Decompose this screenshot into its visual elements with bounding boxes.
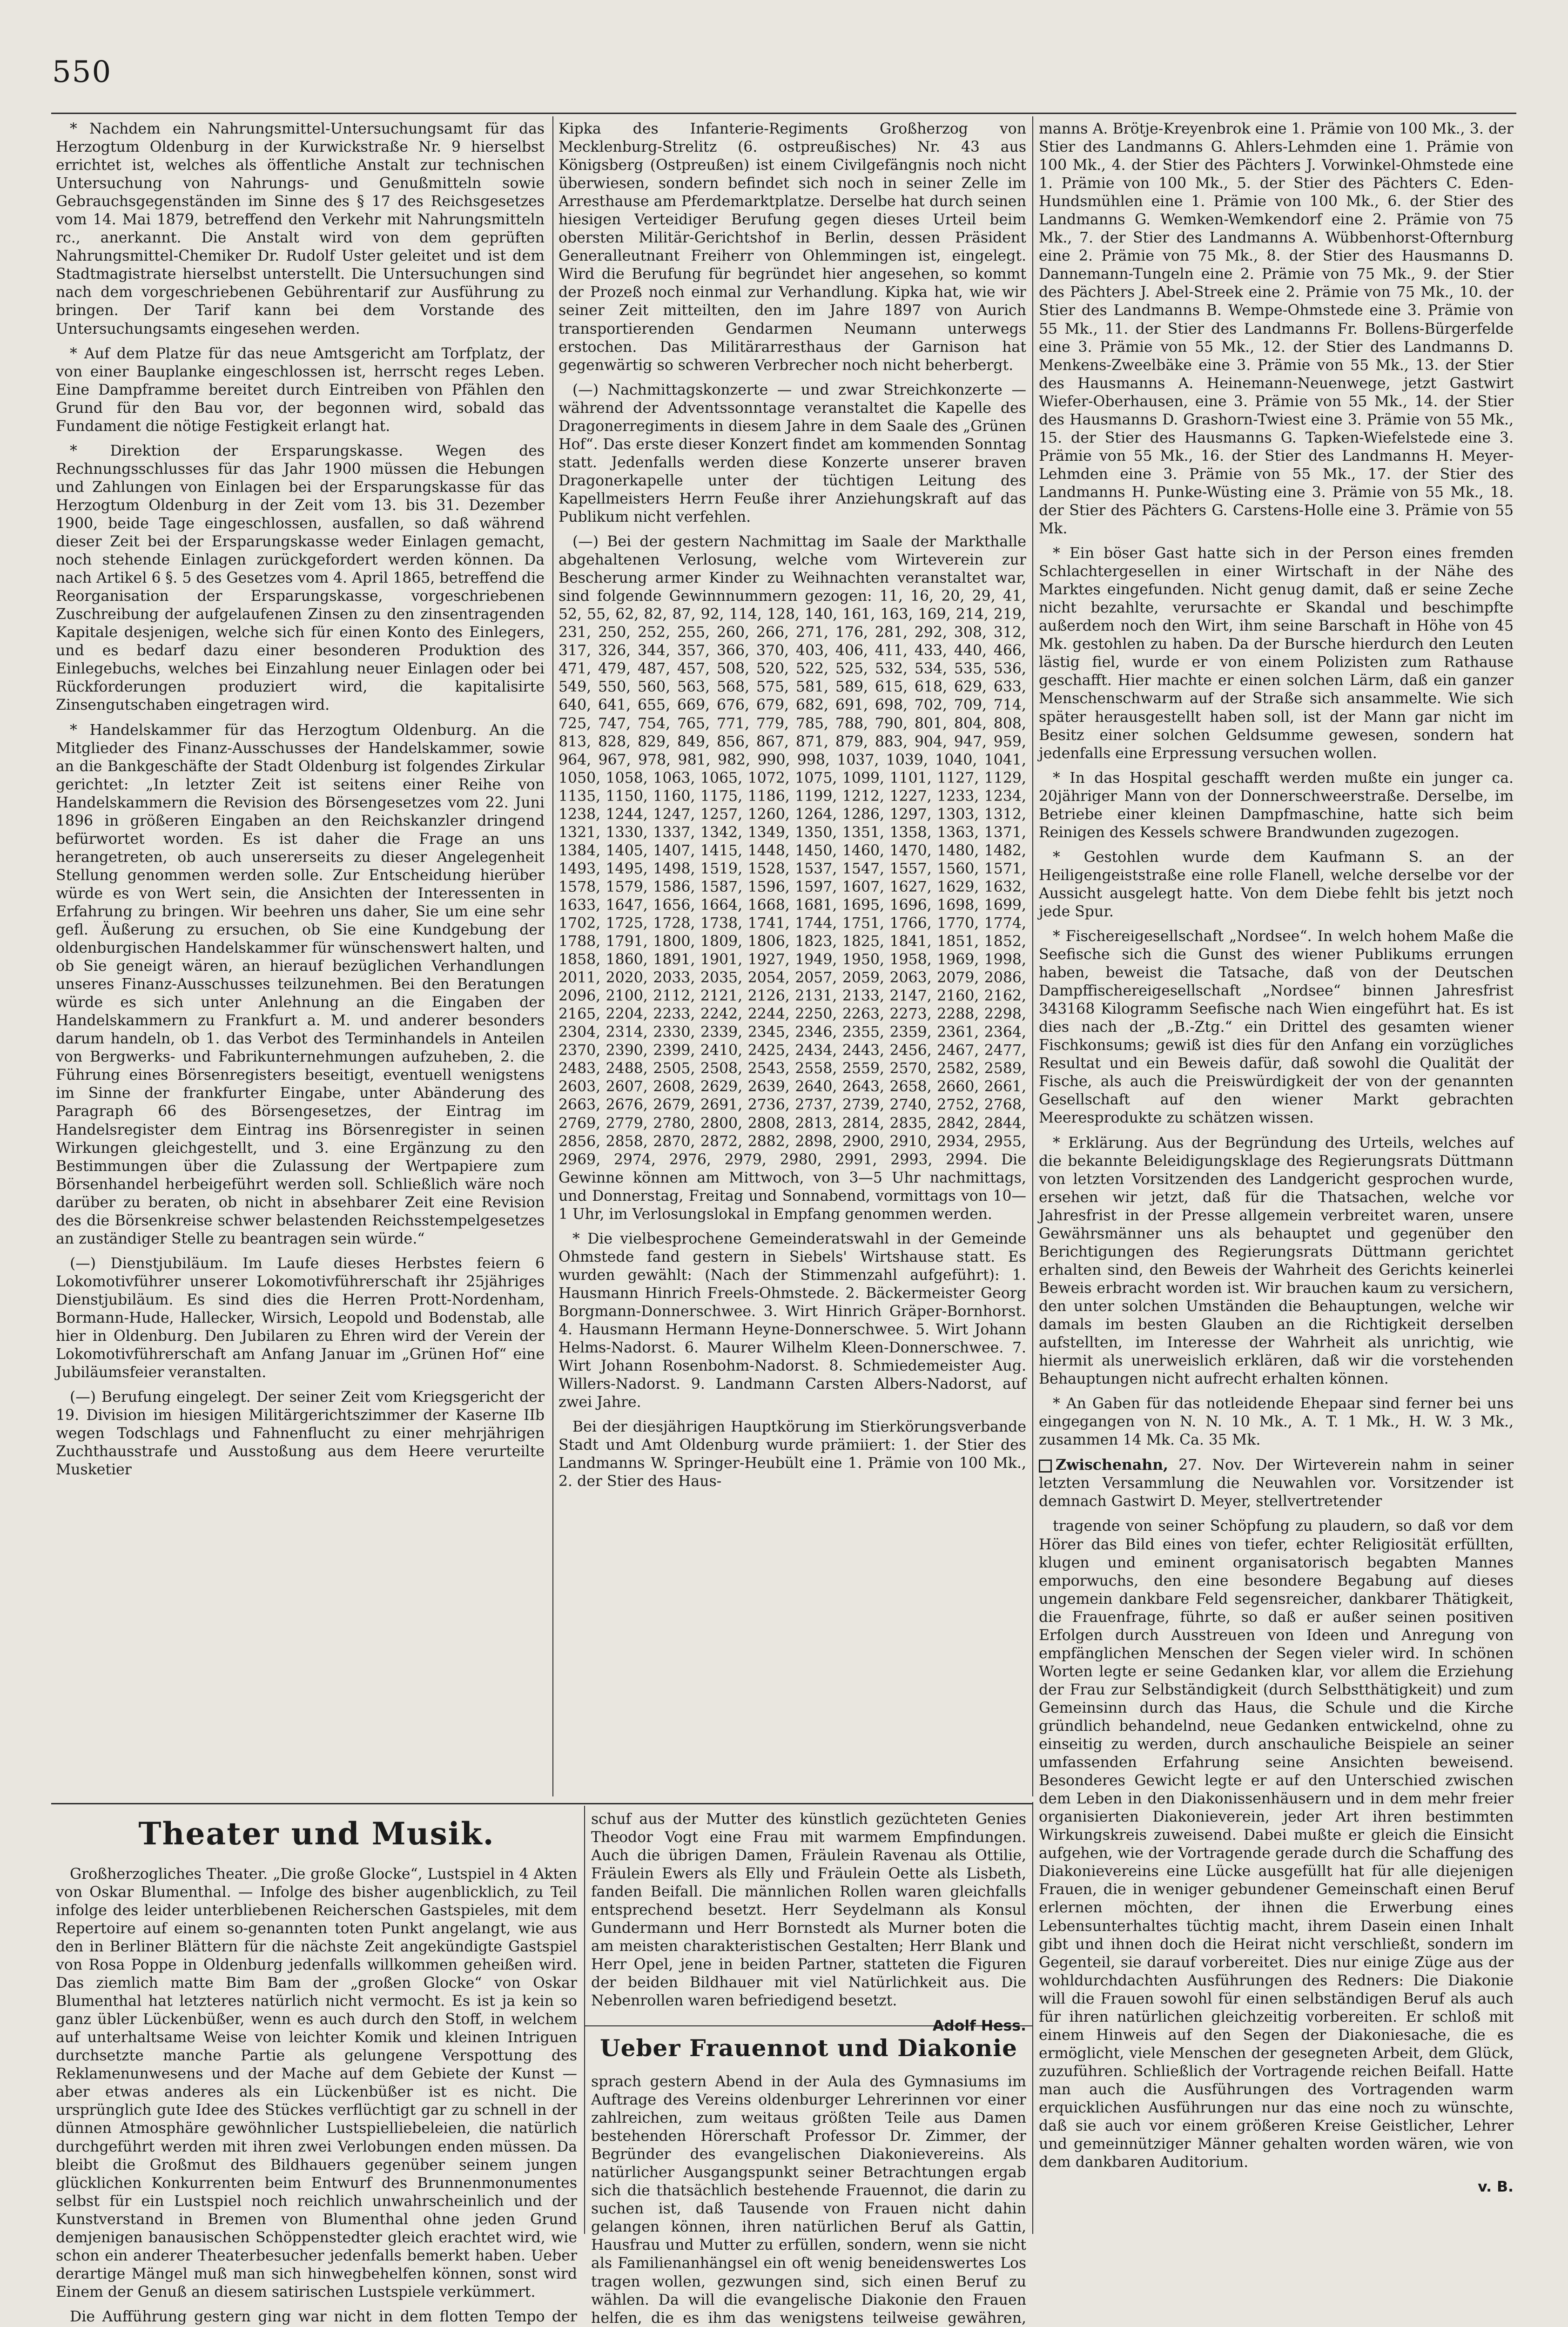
square-icon (1039, 1459, 1052, 1473)
diakonie-article (591, 2030, 1026, 2327)
top-rule (51, 113, 1516, 114)
dateline: Zwischenahn, (1056, 1456, 1169, 1474)
article-untersuchungsamt: * Nachdem ein Nahrungsmittel-Untersuchungsamt für das Herzogtum Oldenburg in der Kurwickstraße Nr. 9 hierselbst errichtet ist, welches als öffentliche Anstalt zur technischen Untersuchung von Nahrungs- und Genußmitteln sowie Gebrauchsgegenständen im Sinne des § 17 des Reichsgesetzes vom 14. Mai 1879, betreffend den Verkehr mit Nahrungsmitteln rc., anerkannt. Die Anstalt wird von dem geprüften Nahrungsmittel-Chemiker Dr. Rudolf Uster geleitet und ist dem Stadtmagistrate hierselbst unterstellt. Die Untersuchungen sind nach dem vorgeschriebenen Gebührentarif zur Ausführung zu bringen. Der Tarif kann bei dem Vorstande des Untersuchungsamts eingesehen werden. (56, 121, 545, 337)
article-fischerei: * Fischereigesellschaft „Nordsee“. In welch hohem Maße die Seefische sich die Gunst des wiener Publikums errungen haben, beweist die Tatsache, daß von der Deutschen Dampffischereigesellschaft „Nordsee“ binnen Jahresfrist 343168 Kilogramm Seefische nach Wien eingeführt hat. Es ist dies nach der „B.-Ztg.“ ein Drittel des gesamten wiener Fischkonsums; gewiß ist dies für den Anfang ein vorzügliches Resultat und ein Beweis dafür, daß sowohl die Qualität der Fische, als auch die Preiswürdigkeit der von der genannten Gesellschaft auf den wiener Markt gebrachten Meeresprodukte zu schätzen wissen. (1039, 928, 1514, 1127)
theater-review-p2: Die Aufführung gestern ging war nicht in dem flotten Tempo der (70, 2308, 577, 2325)
article-handelskammer: * Handelskammer für das Herzogtum Oldenburg. An die Mitglieder des Finanz-Ausschusses der Handelskammer, sowie an die Bankgeschäfte der Stadt Oldenburg ist folgendes Zirkular gerichtet: „In letzter Zeit ist seitens einer Reihe von Handelskammern die Revision des Börsengesetzes vom 22. Juni 1896 in größeren Eingaben an den Reichskanzler dringend befürwortet worden. Es ist daher die Frage an uns herangetreten, ob auch unsererseits zu dieser Angelegenheit Stellung genommen werden solle. Zur Entscheidung hierüber würde es von Wert sein, die Ansichten der Interessenten in Erfahrung zu bringen. Wir beehren uns daher, Sie um eine sehr gefl. Äußerung zu ersuchen, ob Sie eine Kundgebung der oldenburgischen Handelskammer für wünschenswert halten, und ob Sie geneigt wären, an hierauf bezüglichen Verhandlungen unseres Finanz-Ausschusses teilzunehmen. Bei den Beratungen würde es sich unter Anlehnung an die Eingaben der Handelskammern zu Frankfurt a. M. und anderer besonders darum handeln, ob 1. das Verbot des Terminhandels in Anteilen von Bergwerks- und Fabrikunternehmungen aufzuheben, 2. die Führung eines Börsenregisters beseitigt, eventuell wenigstens im Sinne der frankfurter Eingabe, unter Abänderung des Paragraph 66 des Börsengesetzes, der Eintrag im Handelsregister dem Eintrag ins Börsenregister in seinen Wirkungen gleichgestellt, und 3. eine Ergänzung zu den Bestimmungen über die Zulassung der Wertpapiere zum Börsenhandel herbeigeführt werden soll. Schließlich wäre noch darüber zu beraten, ob nicht in absehbarer Zeit eine Revision des die Börsenkreise schwer belastenden Reichsstempelgesetzes an zuständiger Stelle zu beantragen sein würde.“ (56, 721, 545, 1247)
article-amtsgericht: * Auf dem Platze für das neue Amtsgericht am Torfplatz, der von einer Bauplanke eingeschlossen ist, herrscht reges Leben. Eine Dampframme bereitet durch Eintreiben von Pfählen den Grund für den Bau vor, der begonnen wird, sobald das Fundament die nötige Festigkeit erlangt hat. (56, 345, 545, 435)
article-nachmittagskonzerte: (—) Nachmittagskonzerte — und zwar Streichkonzerte — während der Adventssonntage veranstaltet die Kapelle des Dragonerregiments in diesem Jahre in dem Saale des „Grünen Hof“. Das erste dieser Konzert findet am kommenden Sonntag statt. Jedenfalls werden diese Konzerte unserer braven Dragonerkapelle unter der tüchtigen Leitung des Kapellmeisters Herrn Feuße ihrer Anziehungskraft auf das Publikum nicht verfehlen. (559, 381, 1026, 525)
article-zwischenahn (1039, 1456, 1514, 1511)
column-3 (1039, 120, 1514, 2233)
theater-heading: Theater und Musik. (138, 1816, 495, 1852)
column-divider (552, 116, 553, 1796)
theater-review-p3: schuf aus der Mutter des künstlich gezüchteten Genies Theodor Vogt eine Frau mit warmem Empfindungen. Auch die übrigen Damen, Fräulein Ravenau als Ottilie, Fräulein Ewers als Elly und Fräulein Oette als Lisbeth, fanden Beifall. Die männlichen Rollen waren gleichfalls entsprechend besetzt. Herr Seydelmann als Konsul Gundermann und Herr Bornstedt als Murner boten die am meisten charakteristischen Gestalten; Herr Blank und Herr Opel, jene in beiden Partner, statteten die Figuren der beiden Bildhauer mit viel Natürlichkeit aus. Die Nebenrollen waren befriedigend besetzt. (591, 1811, 1026, 2010)
article-gemeinderatswahl: * Die vielbesprochene Gemeinderatswahl in der Gemeinde Ohmstede fand gestern in Siebels' Wirtshause statt. Es wurden gewählt: (Nach der Stimmenzahl aufgeführt): 1. Hausmann Hinrich Freels-Ohmstede. 2. Bäckermeister Georg Borgmann-Donnerschwee. 3. Wirt Hinrich Gräper-Bornhorst. 4. Hausmann Hermann Heyne-Donnerschwee. 5. Wirt Johann Helms-Nadorst. 6. Maurer Wilhelm Kleen-Donnerschwee. 7. Wirt Johann Rosenbohm-Nadorst. 8. Schmiedemeister Aug. Willers-Nadorst. 9. Landmann Carsten Albers-Nadorst, auf zwei Jahre. (559, 1230, 1026, 1411)
diakonie-heading: Ueber Frauennot und Diakonie (600, 2034, 1017, 2062)
page-number: 550 (52, 55, 112, 89)
diakonie-p1: sprach gestern Abend in der Aula des Gymnasiums im Auftrage des Vereins oldenburger Lehrerinnen vor einer zahlreichen, zum weitaus größten Teile aus Damen bestehenden Hörerschaft Professor Dr. Zimmer, der Begründer des evangelischen Diakonievereins. Als natürlicher Ausgangspunkt seiner Betrachtungen ergab sich die thatsächlich bestehende Frauennot, die darin zu suchen ist, daß Tausende von Frauen nicht dahin gelangen können, ihren natürlichen Beruf als Gattin, Hausfrau und Mutter zu erfüllen, sondern, wenn sie nicht als Familienanhängsel ein oft wenig beneidenswertes Los tragen wollen, gezwungen sind, sich einen Beruf zu wählen. Da will die evangelische Diakonie den Frauen helfen, die es ihm das wenigstens teilweise gewähren, (591, 2073, 1026, 2327)
article-hospital: * In das Hospital geschafft werden mußte ein junger ca. 20jähriger Mann von der Donnerschweerstraße. Derselbe, im Betriebe einer kleinen Dampfmaschine, hatte sich beim Reinigen des Kessels schwere Brandwunden zugezogen. (1039, 769, 1514, 841)
column-2 (559, 120, 1026, 1796)
article-kipka: Kipka des Infanterie-Regiments Großherzog von Mecklenburg-Strelitz (6. ostpreußisches) Nr. 43 aus Königsberg (Ostpreußen) ist einem Civilgefängnis noch nicht überwiesen, sondern befindet sich noch in seiner Zelle im Arresthause am Pferdemarktplatze. Derselbe hat durch seinen hiesigen Verteidiger Berufung gegen dieses Urteil beim obersten Militär-Gerichtshof in Berlin, dessen Präsident Generalleutnant Freiherr von Ohlemmingen ist, eingelegt. Wird die Berufung für begründet hier angesehen, so kommt der Prozeß noch einmal zur Verhandlung. Kipka hat, wie wir seiner Zeit mitteilten, den im Jahre 1897 von Aurich transportierenden Gendarmen Neumann unterwegs erstochen. Das Militärarresthaus der Garnison hat gegenwärtig so schweren Verbrecher noch nicht beherbergt. (559, 121, 1026, 374)
column-divider (584, 1806, 585, 2234)
diakonie-signature: v. B. (1478, 2179, 1514, 2196)
article-gestohlen: * Gestohlen wurde dem Kaufmann S. an der Heiligengeiststraße eine rolle Flanell, welche derselbe vor der Aussicht ausgelegt hatte. Von dem Diebe fehlt bis jetzt noch jede Spur. (1039, 848, 1514, 920)
theater-review-p1: Großherzogliches Theater. „Die große Glocke“, Lustspiel in 4 Akten von Oskar Blumenthal. — Infolge des bisher augenblicklich, zu Teil infolge des leider unterbliebenen Reicherschen Gastspieles, mit dem Repertoire auf einem so-genannten toten Punkt angelangt, wie aus den in Berliner Blättern für die nächste Zeit angekündigte Gastspiel von Rosa Poppe in Oldenburg jedenfalls willkommen geheißen wird. Das ziemlich matte Bim Bam der „großen Glocke“ von Oskar Blumenthal hat letzteres natürlich nicht vermocht. Es ist ja kein so ganz übler Lückenbüßer, wenn es auch durch den Stoff, in welchem auf unterhaltsame Weise von leichter Komik und kleinen Intriguen durchsetzte manche Partie als gelungene Verspottung des Reklamenunwesens und der Mache auf dem Gebiete der Kunst — aber etwas anderes als ein Lückenbüßer ist es nicht. Die ursprünglich gute Idee des Stückes verflüchtigt gar zu schnell in der dünnen Atmosphäre gewöhnlicher Lustspielliebeleien, die natürlich durchgeführt werden mit ihren zwei Verlobungen enden müssen. Da bleibt die Großmut des Bildhauers gegenüber seinem jungen glücklichen Konkurrenten beim Entwurf des Brunnenmonumentes selbst für ein Lustspiel noch reichlich unwahrscheinlich und der Kunstverstand in Bremen von Blumenthal ohne jeden Grund demjenigen banausischen Schöppenstedter gleich erachtet wird, wie schon ein anderer Theaterbesucher jedenfalls bemerkt haben. Ueber derartige Mängel muß man sich hinwegbehelfen können, sonst wird Einem der Genuß an diesem satirischen Lustspiele verkümmert. (56, 1865, 577, 2300)
theater-signature: Adolf Hess. (932, 2017, 1026, 2034)
article-ersparungskasse: * Direktion der Ersparungskasse. Wegen des Rechnungsschlusses für das Jahr 1900 müssen die Hebungen und Zahlungen von Einlagen bei der Ersparungskasse für das Herzogtum Oldenburg in der Zeit vom 13. bis 31. Dezember 1900, beide Tage eingeschlossen, ausfallen, so daß während dieser Zeit bei der Ersparungskasse weder Einlagen gemacht, noch stehende Einlagen zurückgefordert werden können. Da nach Artikel 6 §. 5 des Gesetzes vom 4. April 1865, betreffend die Reorganisation der Ersparungskasse, vorgeschriebenen Zuschreibung der aufgelaufenen Zinsen zu den zinsentragenden Kapitale desjenigen, welche sich für einen Konto des Einlegers, und es bedarf dazu einer besonderen Produktion des Einlegebuchs, welches bei Einzahlung neuer Einlagen oder bei Rückforderungen produziert wird, die kapitalisirte Zinsengutschaben eingetragen wird. (56, 442, 545, 714)
article-berufung: (—) Berufung eingelegt. Der seiner Zeit vom Kriegsgericht der 19. Division im hiesigen Militärgerichtszimmer der Kaserne IIb wegen Todschlags und Fahnenflucht zu einer mehrjährigen Zuchthausstrafe und Ausstoßung aus dem Heere verurteilte Musketier (56, 1389, 545, 1479)
article-diakonie-continued: tragende von seiner Schöpfung zu plaudern, so daß vor dem Hörer das Bild eines von tiefer, echter Religiosität erfüllten, klugen und eminent organisatorisch begabten Mannes emporwuchs, den eine besondere Begabung auf dieses ungemein dankbare Feld segensreicher, dankbarer Thätigkeit, die Frauenfrage, führte, so daß er außer seinen positiven Erfolgen durch Ausstreuen von Ideen und Anregung von empfänglichen Menschen der Segen vieler wird. In schönen Worten legte er seine Gedanken klar, vor allem die Erziehung der Frau zur Selbständigkeit (durch Selbstthätigkeit) und zum Gemeinsinn durch das Haus, die Schule und die Kirche gründlich behandelnd, neue Gedanken entwickelnd, ohne zu einseitig zu werden, durch anschauliche Beispiele an seiner umfassenden Erfahrung seine Ansichten beweisend. Besonderes Gewicht legte er auf den Unterschied zwischen dem Leben in den Diakonissenhäusern und in dem mehr freier organisierten Diakonieverein, jeder Art ihren bestimmten Wirkungskreis zuweisend. Dabei mußte er gleich die Einsicht aufgehen, wie der Vortragende gerade durch die Schaffung des Diakonievereins eine Lücke ausgefüllt hat für alle diejenigen Frauen, die in weniger gebundener Gemeinschaft einen Beruf erlernen möchten, der ihnen die Erwerbung eines Lebensunterhaltes tüchtig macht, ihrem Dasein einen Inhalt gibt und ihnen doch die Heirat nicht verschließt, sondern im Gegenteil, sie darauf vorbereitet. Dies nur einige Züge aus der wohldurchdachten Ausführungen des Redners: Die Diakonie will die Frauen sowohl für einen selbständigen Beruf als auch für ihren natürlichen gleichzeitig vorbereiten. Er schloß mit einem Hinweis auf den Segen der Diakoniesache, die es ermöglicht, viele Menschen der gesegneten Arbeit, dem Glück, zuzuführen. Schließlich der Vortragende reichen Beifall. Hatte man auch die Ausführungen des Vortragenden warm erquicklichen Ausführungen nur das eine noch zu wünschte, daß sie auch vor einem größeren Kreise Geistlicher, Lehrer und gemeinnütziger Männer gehalten worden wären, wie von dem dankbaren Auditorium. (1039, 1518, 1514, 2171)
article-verlosung: (—) Bei der gestern Nachmittag im Saale der Markthalle abgehaltenen Verlosung, welche vom Wirteverein zur Bescherung armer Kinder zu Weihnachten veranstaltet war, sind folgende Gewinnnummern gezogen: 11, 16, 20, 29, 41, 52, 55, 62, 82, 87, 92, 114, 128, 140, 161, 163, 169, 214, 219, 231, 250, 252, 255, 260, 266, 271, 176, 281, 292, 308, 312, 317, 326, 344, 357, 366, 370, 403, 406, 411, 433, 440, 466, 471, 479, 487, 457, 508, 520, 522, 525, 532, 534, 535, 536, 549, 550, 560, 563, 568, 575, 581, 589, 615, 618, 629, 633, 640, 641, 655, 669, 676, 679, 682, 691, 698, 702, 709, 714, 725, 747, 754, 765, 771, 779, 785, 788, 790, 801, 804, 808, 813, 828, 829, 849, 856, 867, 871, 879, 883, 904, 947, 959, 964, 967, 978, 981, 982, 990, 998, 1037, 1039, 1040, 1041, 1050, 1058, 1063, 1065, 1072, 1075, 1099, 1101, 1127, 1129, 1135, 1150, 1160, 1175, 1186, 1199, 1212, 1227, 1233, 1234, 1238, 1244, 1247, 1257, 1260, 1264, 1286, 1297, 1303, 1312, 1321, 1330, 1337, 1342, 1349, 1350, 1351, 1358, 1363, 1371, 1384, 1405, 1407, 1415, 1448, 1450, 1460, 1470, 1480, 1482, 1493, 1495, 1498, 1519, 1528, 1537, 1547, 1557, 1560, 1571, 1578, 1579, 1586, 1587, 1596, 1597, 1607, 1627, 1629, 1632, 1633, 1647, 1656, 1664, 1668, 1681, 1695, 1696, 1698, 1699, 1702, 1725, 1728, 1738, 1741, 1744, 1751, 1766, 1770, 1774, 1788, 1791, 1800, 1809, 1806, 1823, 1825, 1841, 1851, 1852, 1858, 1860, 1891, 1901, 1927, 1949, 1950, 1958, 1969, 1998, 2011, 2020, 2033, 2035, 2054, 2057, 2059, 2063, 2079, 2086, 2096, 2100, 2112, 2121, 2126, 2131, 2133, 2147, 2160, 2162, 2165, 2204, 2233, 2242, 2244, 2250, 2263, 2273, 2288, 2298, 2304, 2314, 2330, 2339, 2345, 2346, 2355, 2359, 2361, 2364, 2370, 2390, 2399, 2410, 2425, 2434, 2443, 2456, 2467, 2477, 2483, 2488, 2505, 2508, 2543, 2558, 2559, 2570, 2582, 2589, 2603, 2607, 2608, 2629, 2639, 2640, 2643, 2658, 2660, 2661, 2663, 2676, 2679, 2691, 2736, 2737, 2739, 2740, 2752, 2768, 2769, 2779, 2780, 2800, 2808, 2813, 2814, 2835, 2842, 2844, 2856, 2858, 2870, 2872, 2882, 2898, 2900, 2910, 2934, 2955, 2969, 2974, 2976, 2979, 2980, 2991, 2993, 2994. Die Gewinne können am Mittwoch, von 3—5 Uhr nachmittags, und Donnerstag, Freitag und Sonnabend, vormittags von 10—1 Uhr, im Verlosungslokal in Empfang genommen werden. (559, 533, 1026, 1223)
section-divider (51, 1803, 1032, 1804)
column-divider (1032, 1802, 1033, 2234)
article-zwischenahn-text: 27. Nov. Der Wirteverein nahm in seiner letzten Versammlung die Neuwahlen vor. Vorsitzender ist demnach Gastwirt D. Meyer, stellvertretender (1039, 1457, 1514, 1510)
column-1 (56, 120, 545, 1796)
column-divider (1032, 116, 1033, 1796)
article-hauptkoerung: Bei der diesjährigen Hauptkörung im Stierkörungsverbande Stadt und Amt Oldenburg wurde prämiiert: 1. der Stier des Landmanns W. Springer-Heubült eine 1. Prämie von 100 Mk., 2. der Stier des Haus- (559, 1419, 1026, 1490)
article-erklaerung: * Erklärung. Aus der Begründung des Urteils, welches auf die bekannte Beleidigungsklage des Regierungsrats Düttmann von letzten Vorsitzenden des Landgericht gesprochen wurde, ersehen wir jetzt, daß für die Thatsachen, welche vor Jahresfrist in der Presse allgemein verbreitet waren, unsere Gewährsmänner uns als behauptet und gegenüber den Berichtigungen des Regierungsrats Düttmann gerichtet erhalten sind, den Beweis der Wahrheit des Gerichts keinerlei Beweis erbracht worden ist. Wir brauchen kaum zu versichern, den unter solchen Umständen die Behauptungen, welche wir damals im besten Glauben an die Richtigkeit derselben aufstellten, im Interesse der Wahrheit als unrichtig, wie hiermit als unerweislich erklären, daß wir die vorstehenden Behauptungen nicht aufrecht erhalten können. (1039, 1134, 1514, 1388)
article-dienstjubilaeum: (—) Dienstjubiläum. Im Laufe dieses Herbstes feiern 6 Lokomotivführer unserer Lokomotivführerschaft ihr 25jähriges Dienstjubiläum. Es sind dies die Herren Prott-Nordenham, Bormann-Hude, Hallecker, Wirsich, Leopold und Bodenstab, alle hier in Oldenburg. Den Jubilaren zu Ehren wird der Verein der Lokomotivführerschaft am Anfang Januar im „Grünen Hof“ eine Jubiläumsfeier veranstalten. (56, 1255, 545, 1381)
article-boeser-gast: * Ein böser Gast hatte sich in der Person eines fremden Schlachtergesellen in einer Wirtschaft in der Nähe des Marktes eingefunden. Nicht genug damit, daß er seine Zeche nicht bezahlte, verursachte er Skandal und beschimpfte außerdem noch den Wirt, ihm seine Barschaft in Höhe von 45 Mk. gestohlen zu haben. Da der Bursche hierdurch den Leuten lästig fiel, wurde er von einem Polizisten zum Rathause geschafft. Hier machte er einen solchen Lärm, daß ein ganzer Menschenschwarm auf der Straße sich ansammelte. Wie sich später herausgestellt haben soll, ist der Mann gar nicht im Besitz einer solchen Geldsumme gewesen, sondern hat jedenfalls eine Erpressung versuchen wollen. (1039, 545, 1514, 762)
theater-section (56, 1810, 577, 2325)
article-gaben: * An Gaben für das notleidende Ehepaar sind ferner bei uns eingegangen von N. N. 10 Mk., A. T. 1 Mk., H. W. 3 Mk., zusammen 14 Mk. Ca. 35 Mk. (1039, 1395, 1514, 1449)
article-praemien: manns A. Brötje-Kreyenbrok eine 1. Prämie von 100 Mk., 3. der Stier des Landmanns G. Ahlers-Lehmden eine 1. Prämie von 100 Mk., 4. der Stier des Pächters J. Vorwinkel-Ohmstede eine 1. Prämie von 100 Mk., 5. der Stier des Pächters C. Eden-Hundsmühlen eine 1. Prämie von 100 Mk., 6. der Stier des Landmanns G. Wemken-Wemkendorf eine 2. Prämie von 75 Mk., 7. der Stier des Landmanns A. Wübbenhorst-Ofternburg eine 2. Prämie von 75 Mk., 8. der Stier des Hausmanns D. Dannemann-Tungeln eine 2. Prämie von 75 Mk., 9. der Stier des Pächters J. Abel-Streek eine 2. Prämie von 75 Mk., 10. der Stier des Landmanns B. Wempe-Ohmstede eine 3. Prämie von 55 Mk., 11. der Stier des Landmanns Fr. Bollens-Bürgerfelde eine 3. Prämie von 55 Mk., 12. der Stier des Landmanns D. Menkens-Zweelbäke eine 3. Prämie von 55 Mk., 13. der Stier des Hausmanns A. Heinemann-Neuenwege, jetzt Gastwirt Wiefer-Oberhausen, eine 3. Prämie von 55 Mk., 14. der Stier des Hausmanns D. Grashorn-Twiest eine 3. Prämie von 55 Mk., 15. der Stier des Hausmanns G. Tapken-Wiefelstede eine 3. Prämie von 55 Mk., 16. der Stier des Landmanns H. Meyer-Lehmden eine 3. Prämie von 55 Mk., 17. der Stier des Landmanns H. Punke-Wüsting eine 3. Prämie von 55 Mk., 18. der Stier des Pächters G. Carstens-Holle eine 3. Prämie von 55 Mk. (1039, 121, 1514, 538)
theater-continued (591, 1810, 1026, 2034)
